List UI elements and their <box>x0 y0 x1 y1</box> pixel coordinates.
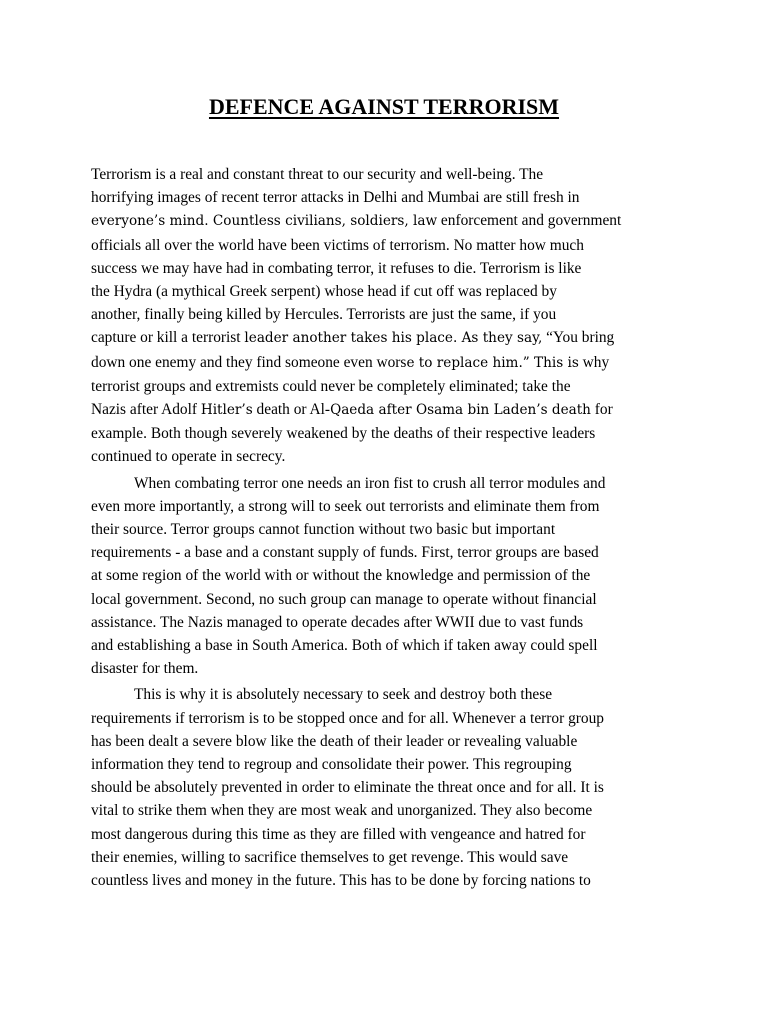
text-line <box>91 846 681 869</box>
text-line <box>91 375 681 398</box>
text-line <box>91 776 681 799</box>
text-run: Terrorism is a real and constant threat to our security and well-being. The <box>91 166 544 183</box>
text-run: another, finally being killed by Hercules. Terrorists are just the same, if you <box>91 306 557 324</box>
document-body <box>91 163 681 892</box>
text-run: enforcement and government <box>437 212 622 230</box>
text-run: This is why it is absolutely necessary to seek and destroy both these <box>134 686 553 704</box>
text-run: their enemies, willing to sacrifice themselves to get revenge. This would save <box>91 848 569 866</box>
text-run: down one enemy and they find someone even wors <box>91 353 407 371</box>
text-line <box>91 422 681 445</box>
text-line <box>91 351 681 375</box>
text-run: continued to operate in secrecy. <box>91 448 286 466</box>
text-run: horrifying images of recent terror attacks in Delhi and Mumbai are still fresh in <box>91 189 580 207</box>
text-line <box>91 823 681 846</box>
text-line <box>91 753 681 776</box>
text-line <box>91 163 681 186</box>
body-paragraph <box>91 472 681 681</box>
text-line <box>91 234 681 257</box>
body-paragraph <box>91 163 681 469</box>
text-run: assistance. The Nazis managed to operate decades after WWII due to vast funds <box>91 613 584 631</box>
text-line <box>91 634 681 657</box>
text-run: requirements if terrorism is to be stopped once and for all. Whenever a terror group <box>91 709 604 727</box>
text-run: e to replace him.” This is <box>406 354 579 371</box>
text-run: and establishing a base in South America. Both of which if taken away could spell <box>91 637 598 655</box>
text-line <box>91 564 681 587</box>
text-run: local government. Second, no such group can manage to operate without financial <box>91 590 597 608</box>
text-run: officials all over the world have been victims of terrorism. No matter how much <box>91 236 584 254</box>
text-run: “You bring <box>542 329 615 347</box>
text-line <box>91 209 681 233</box>
text-run: example. Both though severely weakened by the deaths of their respective leaders <box>91 425 596 443</box>
text-run: Hitler’s <box>200 402 253 419</box>
text-run: disaster for them. <box>91 660 199 678</box>
document-title: DEFENCE AGAINST TERRORISM <box>208 94 560 119</box>
text-line <box>91 799 681 822</box>
text-run: Qaeda after Osama bin Laden’s death <box>330 402 591 419</box>
text-line <box>91 326 681 350</box>
text-line <box>91 657 681 680</box>
text-line <box>91 541 681 564</box>
text-run: success we may have had in combating terror, it refuses to die. Terrorism is like <box>91 259 582 277</box>
text-run: vital to strike them when they are most weak and unorganized. They also become <box>91 802 593 820</box>
text-run: When combating terror one needs an iron fist to crush all terror modules and <box>134 474 606 492</box>
text-run: their source. Terror groups cannot function without two basic but important <box>91 521 556 539</box>
text-line <box>91 588 681 611</box>
text-line <box>91 186 681 209</box>
text-run: capture or kill a terrorist <box>91 329 245 347</box>
text-run: requirements - a base and a constant supply of funds. First, terror groups are based <box>91 544 599 562</box>
text-run: terrorist groups and extremists could never be completely eliminated; take the <box>91 377 571 395</box>
text-line <box>91 683 681 706</box>
text-run: at some region of the world with or without the knowledge and permission of the <box>91 567 591 585</box>
text-line <box>91 303 681 326</box>
body-paragraph <box>91 683 681 892</box>
text-run: death or Al- <box>252 401 331 419</box>
text-run: information they tend to regroup and consolidate their power. This regrouping <box>91 756 572 774</box>
text-line <box>91 280 681 303</box>
text-run: countless lives and money in the future. This has to be done by forcing nations to <box>91 872 591 890</box>
text-run: Nazis after Adolf <box>91 401 201 419</box>
text-line <box>91 869 681 892</box>
text-run: should be absolutely prevented in order to eliminate the threat once and for all. It is <box>91 779 604 797</box>
text-run: everyone’s mind. Countless civilians, soldiers, law <box>91 213 438 230</box>
text-line <box>91 445 681 468</box>
text-run: why <box>578 353 610 371</box>
text-line <box>91 518 681 541</box>
text-line <box>91 472 681 495</box>
text-run: for <box>590 401 613 419</box>
text-run: leader another takes his place. As they say, <box>244 330 543 347</box>
text-line <box>91 495 681 518</box>
text-line <box>91 257 681 280</box>
text-line <box>91 611 681 634</box>
text-run: has been dealt a severe blow like the death of their leader or revealing valuable <box>91 732 578 750</box>
text-line <box>91 398 681 422</box>
text-run: the Hydra (a mythical Greek serpent) whose head if cut off was replaced by <box>91 283 557 301</box>
text-run: even more importantly, a strong will to seek out terrorists and eliminate them from <box>91 497 600 515</box>
text-line <box>91 707 681 730</box>
text-line <box>91 730 681 753</box>
text-run: most dangerous during this time as they are filled with vengeance and hatred for <box>91 825 586 843</box>
